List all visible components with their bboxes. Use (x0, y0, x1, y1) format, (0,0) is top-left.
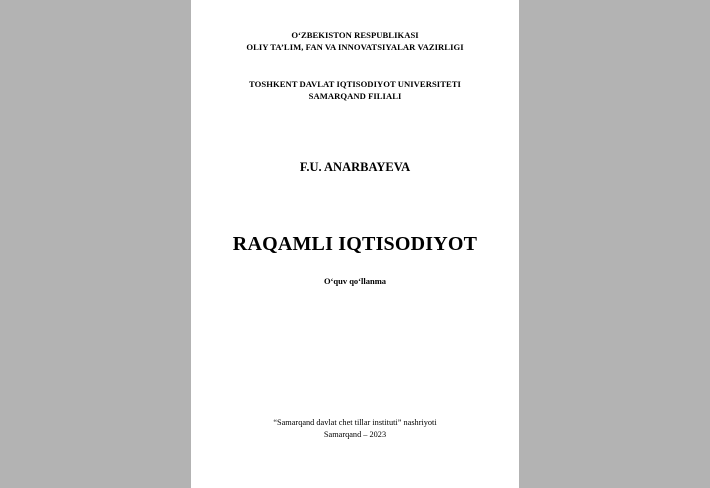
document-page (191, 0, 519, 488)
ministry-name-line: OLIY TA’LIM, FAN VA INNOVATSIYALAR VAZIRLIGI (246, 42, 464, 52)
branch-name-line: SAMARQAND FILIALI (308, 91, 402, 101)
document-subtitle: O‘quv qo‘llanma (323, 276, 387, 286)
place-year-line: Samarqand – 2023 (323, 430, 387, 439)
ministry-country-line: O‘ZBEKISTON RESPUBLIKASI (291, 30, 419, 40)
publisher-line: “Samarqand davlat chet tillar instituti” nashriyoti (273, 418, 437, 427)
author-name: F.U. ANARBAYEVA (299, 160, 411, 174)
university-name-line: TOSHKENT DAVLAT IQTISODIYOT UNIVERSITETI (249, 79, 461, 89)
document-title: RAQAMLI IQTISODIYOT (232, 233, 478, 255)
